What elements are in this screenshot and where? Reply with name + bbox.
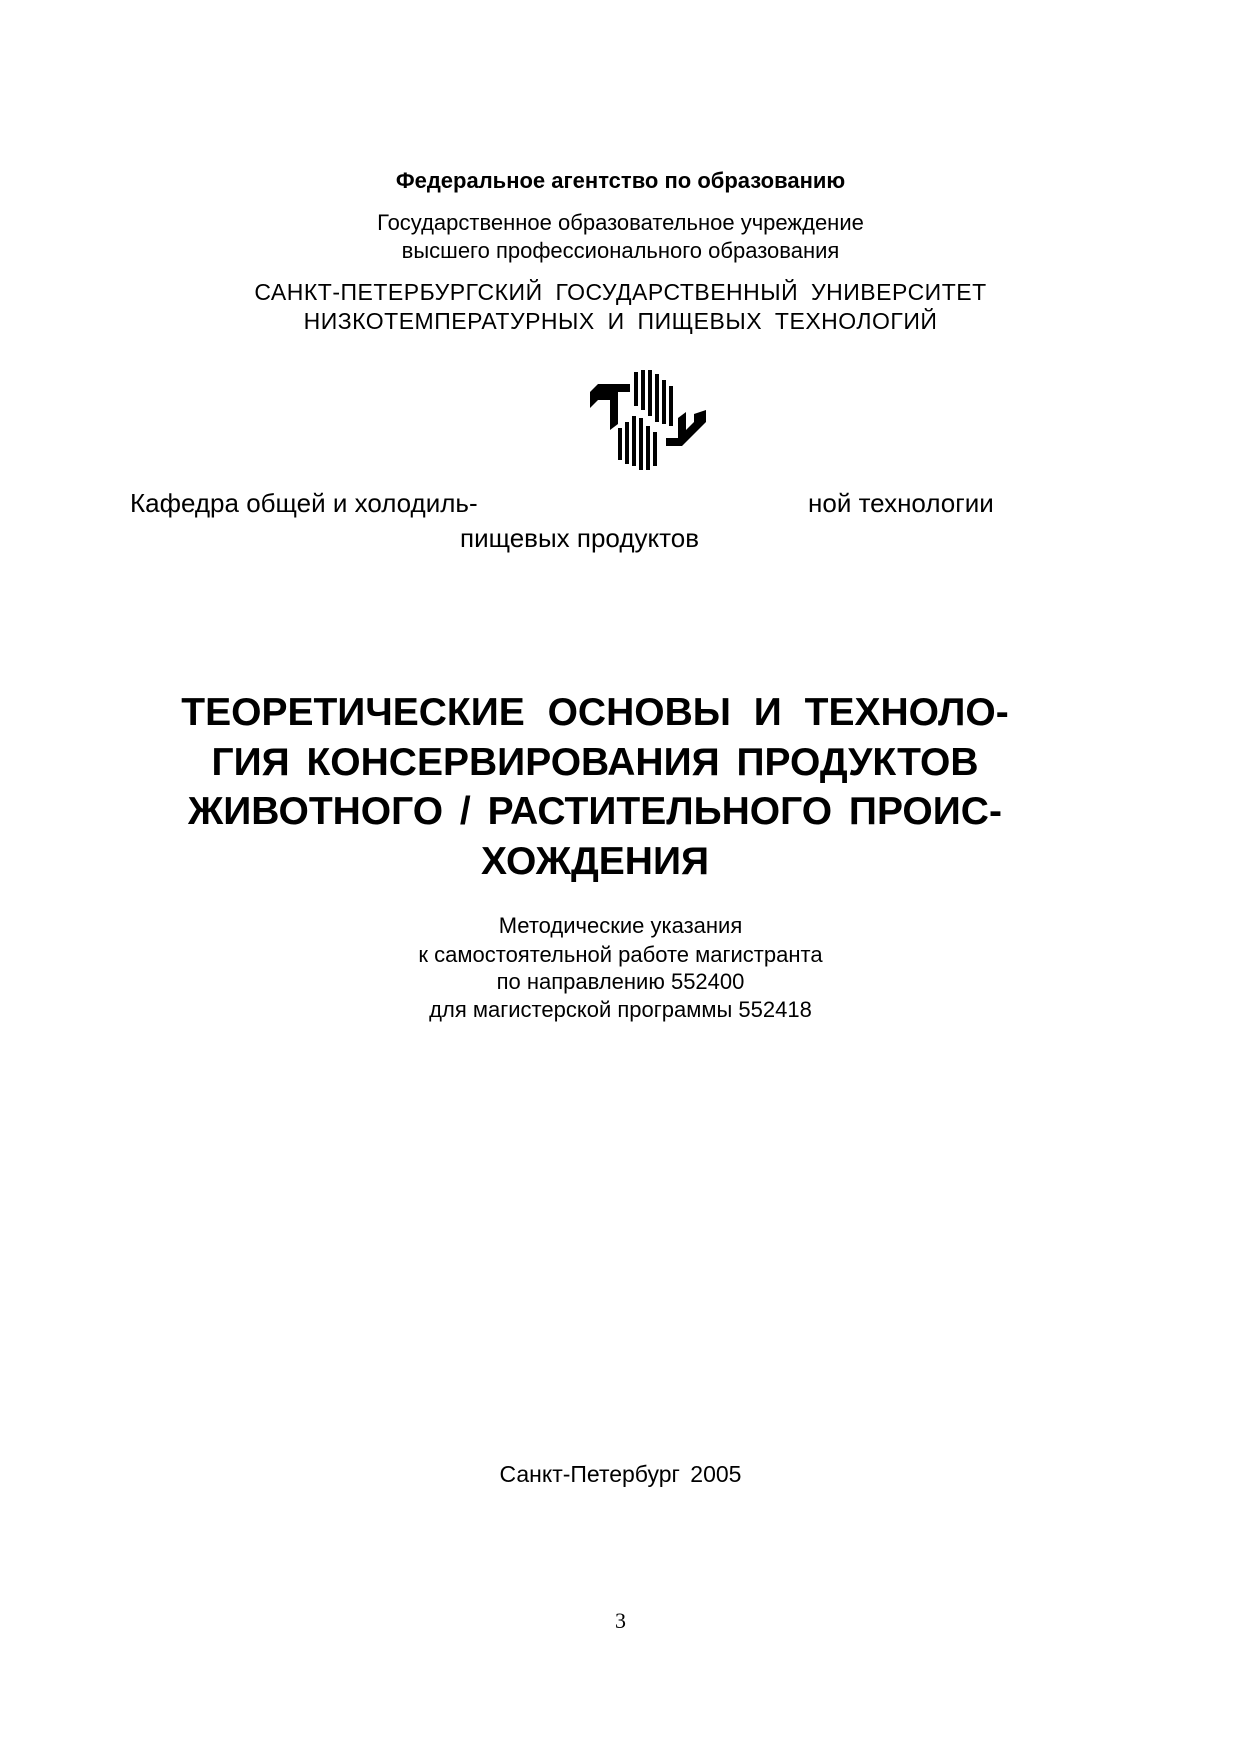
city-year: Санкт-Петербург 2005 <box>499 1461 742 1487</box>
document-title-line2: ГИЯ КОНСЕРВИРОВАНИЯ ПРОДУКТОВ <box>211 741 979 784</box>
department-name-part3: пищевых продуктов <box>460 523 700 553</box>
agency-name: Федеральное агентство по образованию <box>395 168 846 193</box>
page-number: 3 <box>615 1608 626 1633</box>
document-title-line3: ЖИВОТНОГО / РАСТИТЕЛЬНОГО ПРОИС- <box>188 790 1002 833</box>
document-title-line1: ТЕОРЕТИЧЕСКИЕ ОСНОВЫ И ТЕХНОЛО- <box>181 691 1009 734</box>
university-logo-icon <box>590 370 706 470</box>
institution-type-line2: высшего профессионального образования <box>401 238 840 263</box>
institution-type-line1: Государственное образовательное учреждение <box>377 210 864 235</box>
department-name-part2: ной технологии <box>808 488 994 518</box>
subtitle-line3: по направлению 552400 <box>496 969 745 994</box>
department-name-part1: Кафедра общей и холодиль- <box>130 488 478 518</box>
university-name-line2: НИЗКОТЕМПЕРАТУРНЫХ И ПИЩЕВЫХ ТЕХНОЛОГИЙ <box>303 308 938 334</box>
subtitle-line2: к самостоятельной работе магистранта <box>418 942 823 967</box>
subtitle-line1: Методические указания <box>498 913 743 938</box>
document-title-line4: ХОЖДЕНИЯ <box>480 840 710 883</box>
subtitle-line4: для магистерской программы 552418 <box>429 997 812 1022</box>
university-name-line1: САНКТ-ПЕТЕРБУРГСКИЙ ГОСУДАРСТВЕННЫЙ УНИВЕРСИТЕТ <box>254 279 987 305</box>
